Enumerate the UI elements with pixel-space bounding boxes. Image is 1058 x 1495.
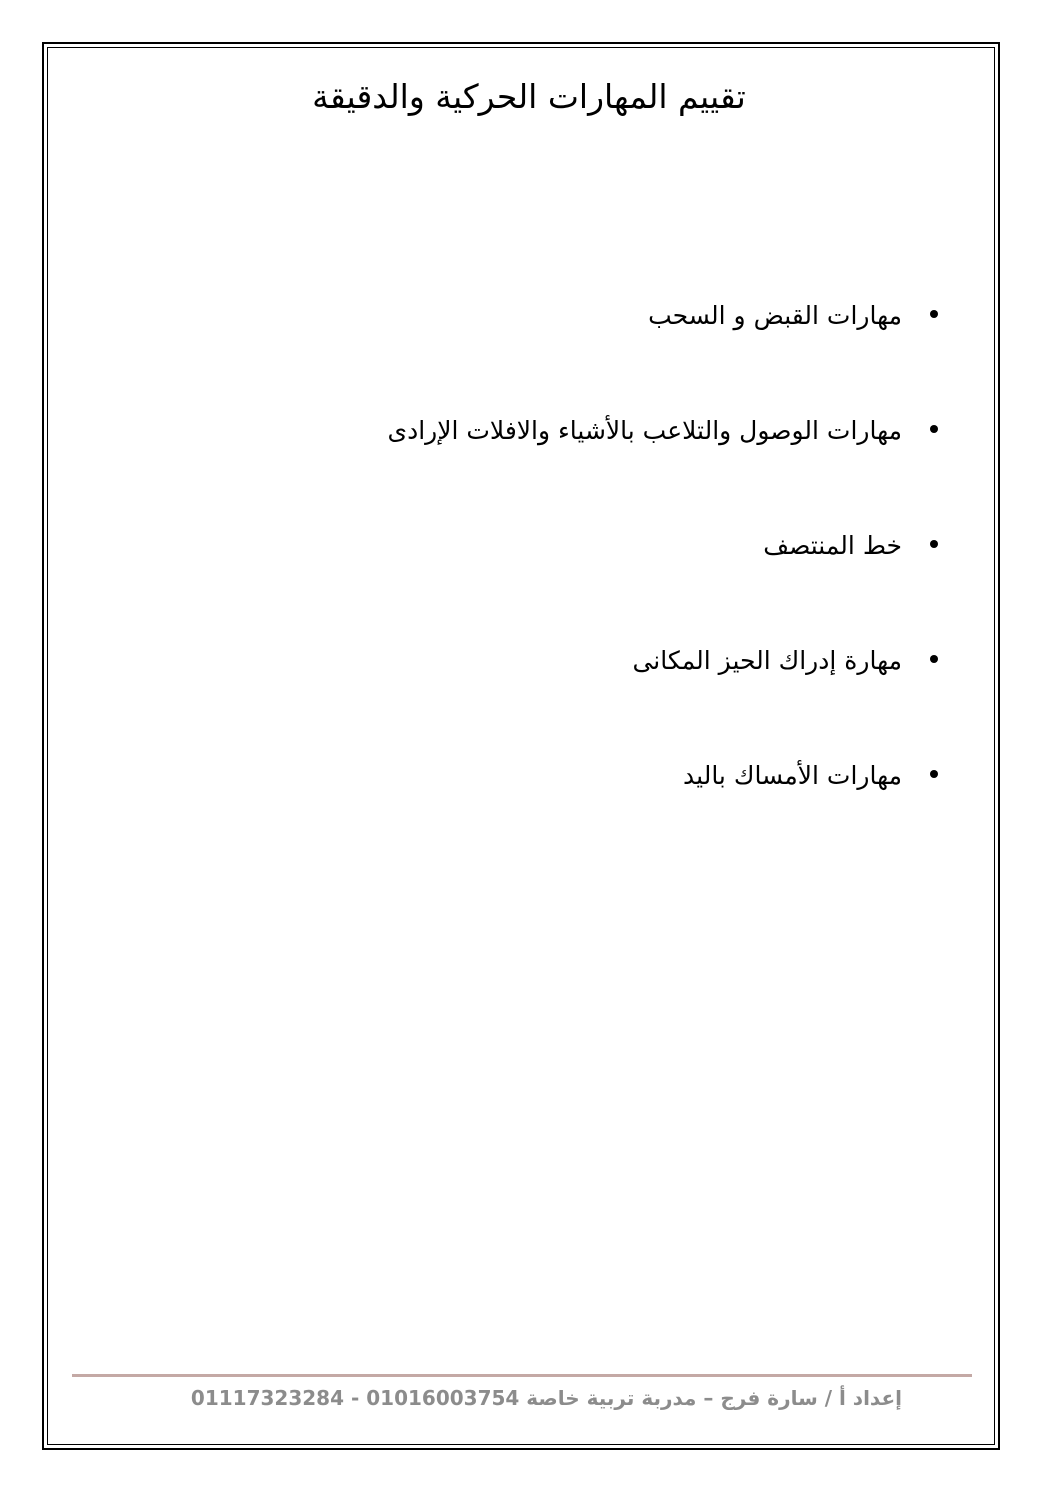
bullet-icon	[930, 540, 938, 548]
footer-credit: إعداد أ / سارة فرج – مدربة تربية خاصة 01016003754 - 01117323284	[190, 1386, 902, 1410]
list-item	[118, 518, 938, 633]
list-item	[118, 748, 938, 863]
footer-divider	[72, 1374, 972, 1377]
list-item	[118, 288, 938, 403]
page-title: تقييم المهارات الحركية والدقيقة	[312, 77, 746, 116]
bullet-icon	[930, 425, 938, 433]
list-item-label: خط المنتصف	[763, 531, 902, 560]
bullet-icon	[930, 655, 938, 663]
bullet-icon	[930, 770, 938, 778]
list-item-label: مهارات القبض و السحب	[648, 301, 902, 330]
list-item-label: مهارات الوصول والتلاعب بالأشياء والافلات الإرادى	[387, 416, 902, 445]
list-item-label: مهارات الأمساك باليد	[683, 761, 902, 790]
list-item-label: مهارة إدراك الحيز المكانى	[632, 646, 902, 675]
skills-list	[118, 288, 938, 863]
list-item	[118, 403, 938, 518]
bullet-icon	[930, 310, 938, 318]
list-item	[118, 633, 938, 748]
